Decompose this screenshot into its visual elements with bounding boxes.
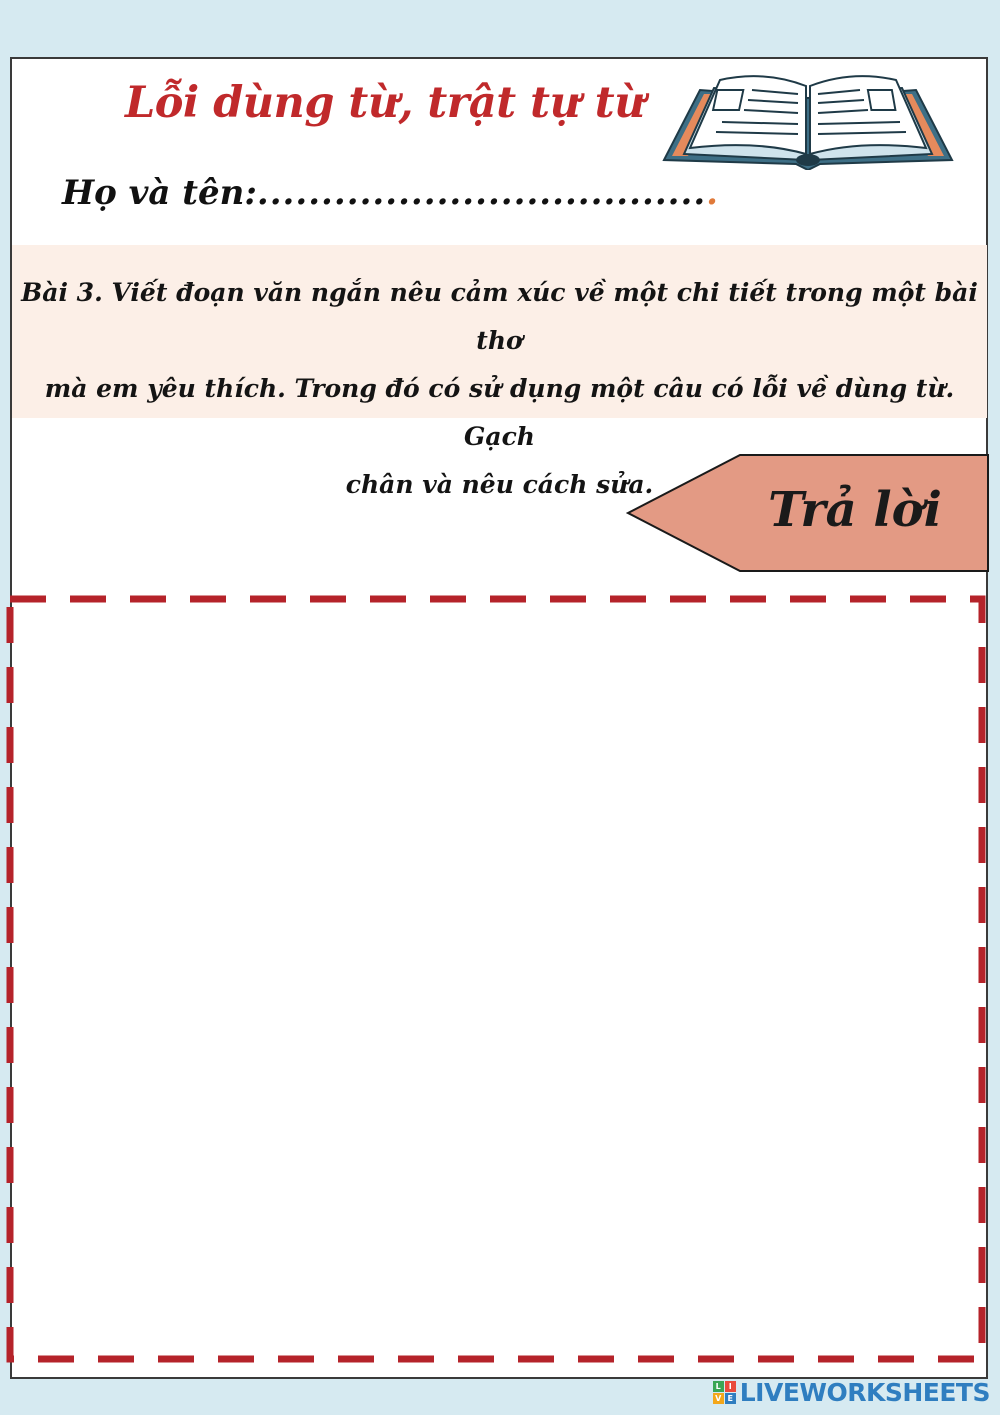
logo-letter-e: E bbox=[725, 1393, 736, 1404]
logo-letter-i: I bbox=[725, 1381, 736, 1392]
prompt-line-3: chân và nêu cách sửa. bbox=[345, 470, 654, 499]
name-blank-dots: ................................... bbox=[256, 173, 707, 213]
answer-label: Trả lời bbox=[768, 482, 942, 538]
name-label: Họ và tên: bbox=[62, 173, 257, 213]
name-blank-end-dot: . bbox=[706, 173, 719, 213]
student-name-field bbox=[62, 173, 718, 213]
liveworksheets-logo-text: LIVEWORKSHEETS bbox=[739, 1377, 990, 1407]
exercise-prompt-box bbox=[12, 245, 987, 499]
prompt-line-2: mà em yêu thích. Trong đó có sử dụng một câu có lỗi về dùng từ. Gạch bbox=[44, 374, 955, 451]
answer-writing-area[interactable] bbox=[6, 593, 990, 1363]
open-book-icon bbox=[660, 68, 956, 170]
liveworksheets-logo bbox=[713, 1375, 990, 1409]
liveworksheets-logo-mark bbox=[713, 1381, 736, 1404]
logo-letter-l: L bbox=[713, 1381, 724, 1392]
prompt-line-1: Bài 3. Viết đoạn văn ngắn nêu cảm xúc về một chi tiết trong một bài thơ bbox=[21, 278, 978, 355]
logo-letter-v: V bbox=[713, 1393, 724, 1404]
worksheet-title: Lỗi dùng từ, trật tự từ bbox=[125, 78, 645, 128]
